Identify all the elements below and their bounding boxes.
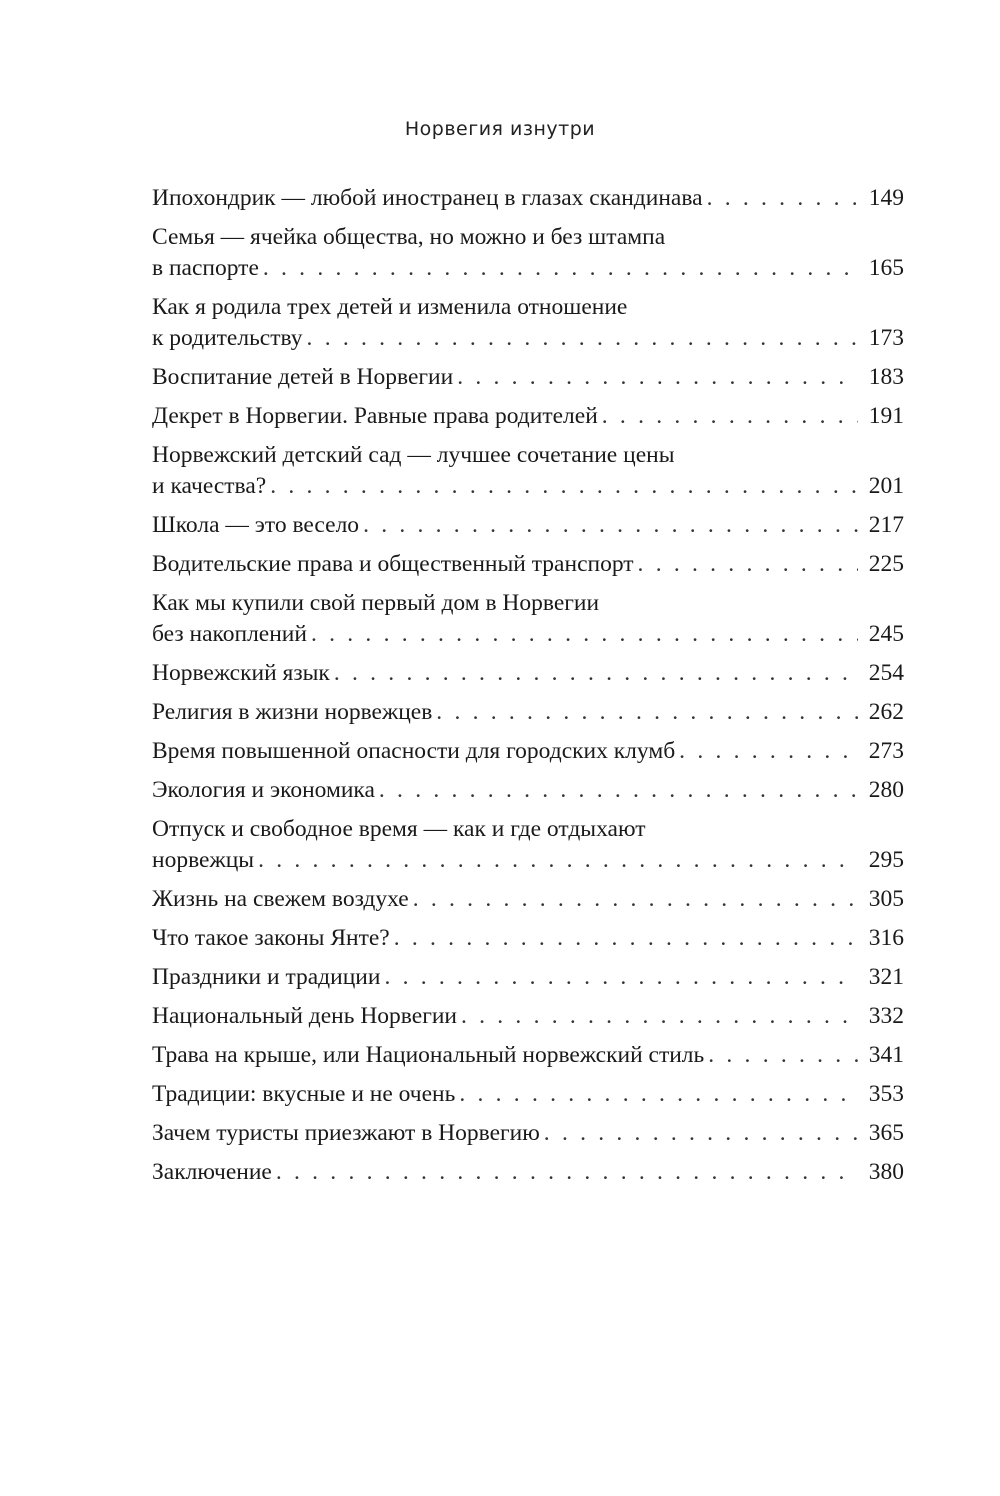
toc-entry [152, 923, 904, 954]
toc-page-number: 183 [868, 364, 904, 390]
toc-entry-row [152, 253, 904, 284]
toc-page-number: 380 [868, 1159, 904, 1185]
toc-entry-title: Школа — это весело [152, 512, 360, 538]
toc-page-number: 262 [868, 699, 904, 725]
toc-entry [152, 1118, 904, 1149]
dot-leader [311, 619, 858, 650]
toc-page-number: 280 [868, 777, 904, 803]
dot-leader [461, 1001, 858, 1032]
dot-leader [307, 323, 858, 354]
toc-entry [152, 549, 904, 580]
toc-entry-title: Жизнь на свежем воздухе [152, 886, 409, 912]
toc-entry-title: Зачем туристы приезжают в Норвегию [152, 1120, 540, 1146]
toc-entry [152, 962, 904, 993]
toc-entry-title: Водительские права и общественный транспорт [152, 551, 634, 577]
toc-entry-title: без накоплений [152, 621, 307, 647]
table-of-contents [152, 183, 904, 1196]
toc-entry [152, 401, 904, 432]
toc-entry-row [152, 658, 904, 689]
toc-page-number: 254 [868, 660, 904, 686]
toc-entry [152, 736, 904, 767]
toc-entry [152, 222, 904, 284]
toc-entry-title: норвежцы [152, 847, 255, 873]
dot-leader [638, 549, 858, 580]
toc-page-number: 321 [868, 964, 904, 990]
toc-page-number: 245 [868, 621, 904, 647]
dot-leader [457, 362, 858, 393]
toc-entry-row [152, 1079, 904, 1110]
toc-entry-title: Трава на крыше, или Национальный норвежский стиль [152, 1042, 705, 1068]
toc-page-number: 353 [868, 1081, 904, 1107]
toc-page-number: 201 [868, 473, 904, 499]
toc-entry [152, 1001, 904, 1032]
toc-entry-row [152, 323, 904, 354]
toc-entry-row [152, 923, 904, 954]
dot-leader [413, 884, 858, 915]
toc-page-number: 217 [868, 512, 904, 538]
toc-entry-row [152, 401, 904, 432]
toc-entry-title: Декрет в Норвегии. Равные права родителей [152, 403, 598, 429]
toc-entry-title-line1: Семья — ячейка общества, но можно и без штампа [152, 224, 666, 250]
toc-entry-row [152, 884, 904, 915]
toc-entry [152, 1079, 904, 1110]
toc-entry [152, 884, 904, 915]
dot-leader [276, 1157, 858, 1188]
toc-entry-row [152, 471, 904, 502]
toc-entry-row [152, 183, 904, 214]
dot-leader [258, 845, 858, 876]
toc-entry [152, 588, 904, 650]
toc-entry-title-line1: Как я родила трех детей и изменила отношение [152, 294, 628, 320]
toc-page-number: 341 [868, 1042, 904, 1068]
toc-entry-title-line1: Норвежский детский сад — лучшее сочетание цены [152, 442, 675, 468]
toc-entry-title: и качества? [152, 473, 267, 499]
toc-entry [152, 1157, 904, 1188]
toc-entry-row [152, 510, 904, 541]
toc-entry [152, 775, 904, 806]
dot-leader [394, 923, 858, 954]
toc-page-number: 332 [868, 1003, 904, 1029]
dot-leader [679, 736, 858, 767]
dot-leader [707, 183, 858, 214]
toc-entry-title: Ипохондрик — любой иностранец в глазах скандинава [152, 185, 703, 211]
dot-leader [436, 697, 858, 728]
running-head-title: Норвегия изнутри [404, 118, 596, 140]
toc-page-number: 305 [868, 886, 904, 912]
dot-leader [363, 510, 858, 541]
toc-entry-row [152, 1001, 904, 1032]
toc-page-number: 173 [868, 325, 904, 351]
dot-leader [270, 471, 858, 502]
toc-entry-title: Что такое законы Янте? [152, 925, 390, 951]
toc-entry-row [152, 775, 904, 806]
toc-entry-row [152, 962, 904, 993]
toc-entry-title: Норвежский язык [152, 660, 330, 686]
toc-entry-title: Экология и экономика [152, 777, 375, 803]
toc-entry-title: Национальный день Норвегии [152, 1003, 457, 1029]
toc-entry-title: к родительству [152, 325, 303, 351]
toc-entry-row [152, 619, 904, 650]
toc-entry-row [152, 697, 904, 728]
toc-entry-title: Религия в жизни норвежцев [152, 699, 433, 725]
dot-leader [602, 401, 858, 432]
dot-leader [379, 775, 858, 806]
toc-entry-title: Праздники и традиции [152, 964, 381, 990]
dot-leader [544, 1118, 858, 1149]
toc-entry [152, 440, 904, 502]
toc-entry-row [152, 549, 904, 580]
toc-page-number: 295 [868, 847, 904, 873]
toc-entry [152, 292, 904, 354]
toc-entry-title: Заключение [152, 1159, 272, 1185]
toc-entry-title: в паспорте [152, 255, 259, 281]
toc-entry [152, 697, 904, 728]
toc-entry [152, 510, 904, 541]
toc-page-number: 316 [868, 925, 904, 951]
toc-page-number: 273 [868, 738, 904, 764]
dot-leader [263, 253, 858, 284]
dot-leader [384, 962, 858, 993]
toc-page-number: 191 [868, 403, 904, 429]
toc-entry [152, 658, 904, 689]
dot-leader [459, 1079, 858, 1110]
toc-entry-title-line1: Как мы купили свой первый дом в Норвегии [152, 590, 600, 616]
dot-leader [334, 658, 858, 689]
toc-page-number: 165 [868, 255, 904, 281]
toc-entry-title: Время повышенной опасности для городских клумб [152, 738, 676, 764]
toc-entry [152, 814, 904, 876]
toc-entry [152, 362, 904, 393]
toc-entry-title: Воспитание детей в Норвегии [152, 364, 454, 390]
toc-entry [152, 183, 904, 214]
toc-entry [152, 1040, 904, 1071]
toc-entry-row [152, 362, 904, 393]
toc-page-number: 225 [868, 551, 904, 577]
toc-entry-title-line1: Отпуск и свободное время — как и где отдыхают [152, 816, 646, 842]
toc-page-number: 365 [868, 1120, 904, 1146]
toc-entry-row [152, 736, 904, 767]
dot-leader [708, 1040, 858, 1071]
toc-entry-row [152, 1118, 904, 1149]
toc-page-number: 149 [868, 185, 904, 211]
toc-entry-row [152, 1157, 904, 1188]
toc-entry-title: Традиции: вкусные и не очень [152, 1081, 456, 1107]
toc-entry-row [152, 1040, 904, 1071]
toc-entry-row [152, 845, 904, 876]
